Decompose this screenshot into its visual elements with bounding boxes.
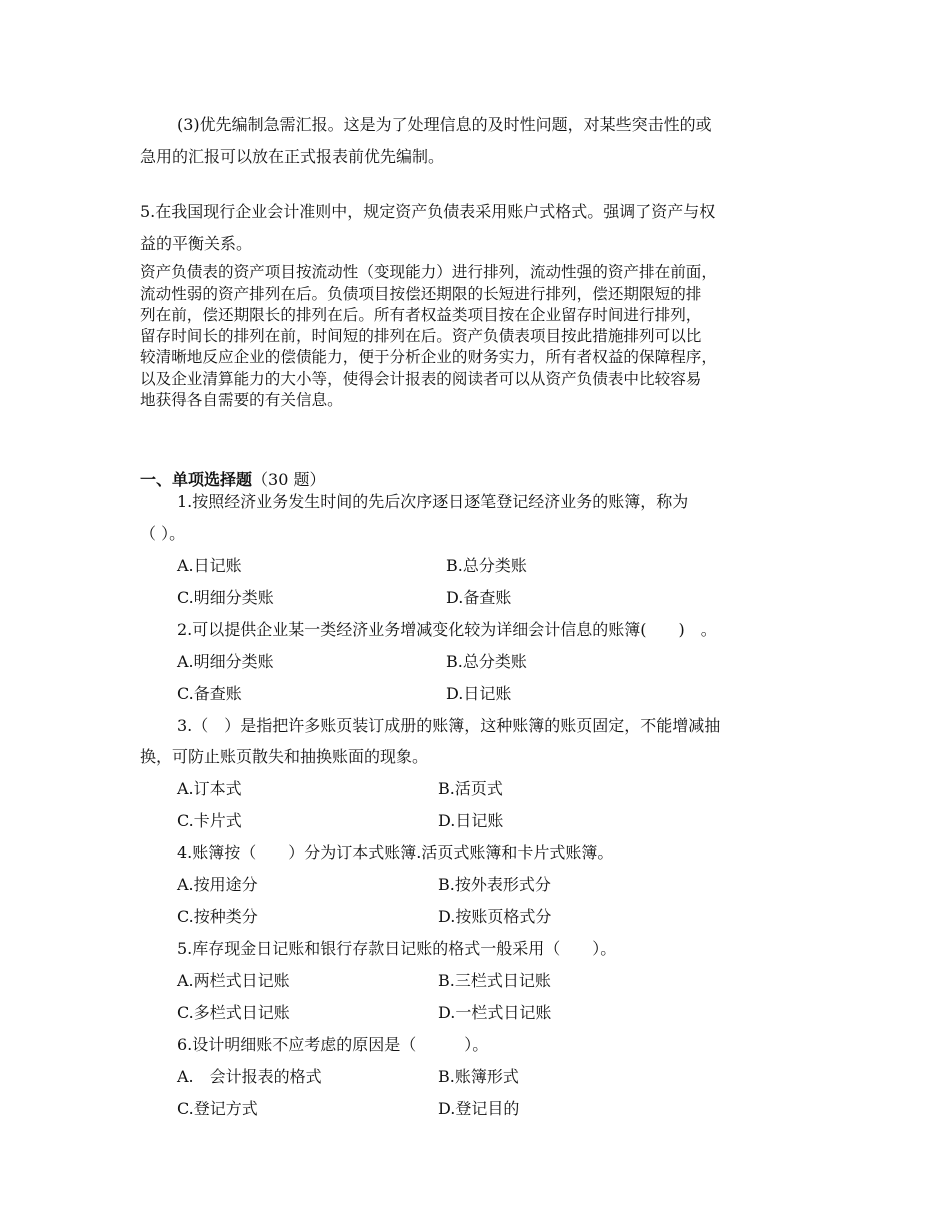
answer-5-line-1: 5.在我国现行企业会计准则中，规定资产负债表采用账户式格式。强调了资产与权 [140, 202, 716, 221]
explanation-line: 留存时间长的排列在前，时间短的排列在后。资产负债表项目按此措施排列可以比 [140, 327, 702, 345]
question-1-text-cont: （ ）。 [140, 524, 186, 543]
question-5-option-b: B.三栏式日记账 [438, 971, 551, 990]
question-5-text: 5.库存现金日记账和银行存款日记账的格式一般采用（ ）。 [177, 939, 617, 958]
question-1-option-d: D.备查账 [446, 588, 512, 607]
paragraph-3-line-2: 急用的汇报可以放在正式报表前优先编制。 [140, 147, 445, 166]
explanation-line: 较清晰地反应企业的偿债能力，便于分析企业的财务实力，所有者权益的保障程序， [140, 348, 717, 366]
explanation-line: 以及企业清算能力的大小等，使得会计报表的阅读者可以从资产负债表中比较容易 [140, 370, 702, 388]
question-2-option-d: D.日记账 [446, 684, 512, 703]
question-5-option-c: C.多栏式日记账 [177, 1003, 290, 1022]
question-4-option-d: D.按账页格式分 [438, 907, 552, 926]
question-2-option-c: C.备查账 [177, 684, 242, 703]
question-6-text: 6.设计明细账不应考虑的原因是（ ）。 [177, 1035, 489, 1054]
question-1-text: 1.按照经济业务发生时间的先后次序逐日逐笔登记经济业务的账簿，称为 [177, 492, 689, 511]
question-3-option-c: C.卡片式 [177, 811, 242, 830]
question-4-option-a: A.按用途分 [177, 875, 258, 894]
question-2-text: 2.可以提供企业某一类经济业务增减变化较为详细会计信息的账簿( ) 。 [177, 620, 717, 639]
question-6-option-c: C.登记方式 [177, 1099, 258, 1118]
question-2-option-b: B.总分类账 [446, 652, 527, 671]
explanation-line: 资产负债表的资产项目按流动性（变现能力）进行排列，流动性强的资产排在前面， [140, 263, 717, 281]
question-3-option-b: B.活页式 [438, 779, 503, 798]
question-1-option-c: C.明细分类账 [177, 588, 274, 607]
question-6-option-a: A. 会计报表的格式 [177, 1067, 322, 1086]
answer-5-line-2: 益的平衡关系。 [140, 234, 253, 253]
question-3-option-a: A.订本式 [177, 779, 242, 798]
question-1-option-b: B.总分类账 [446, 556, 527, 575]
question-3-text-cont: 换，可防止账页散失和抽换账面的现象。 [140, 747, 429, 766]
question-4-text: 4.账簿按（ ）分为订本式账簿.活页式账簿和卡片式账簿。 [177, 843, 614, 862]
explanation-line: 列在前，偿还期限长的排列在后。所有者权益类项目按在企业留存时间进行排列， [140, 306, 702, 324]
explanation-line: 地获得各自需要的有关信息。 [140, 391, 343, 409]
question-5-option-a: A.两栏式日记账 [177, 971, 290, 990]
section-title: 一、单项选择题 [140, 470, 253, 489]
paragraph-3-line-1: (3)优先编制急需汇报。这是为了处理信息的及时性问题，对某些突击性的或 [177, 115, 712, 134]
section-count: （30 题） [252, 470, 326, 489]
question-5-option-d: D.一栏式日记账 [438, 1003, 552, 1022]
question-4-option-b: B.按外表形式分 [438, 875, 551, 894]
question-1-option-a: A.日记账 [177, 556, 242, 575]
question-4-option-c: C.按种类分 [177, 907, 258, 926]
question-3-text: 3.（ ）是指把许多账页装订成册的账簿，这种账簿的账页固定，不能增减抽 [177, 716, 721, 735]
question-6-option-d: D.登记目的 [438, 1099, 520, 1118]
question-6-option-b: B.账簿形式 [438, 1067, 519, 1086]
explanation-line: 流动性弱的资产排列在后。负债项目按偿还期限的长短进行排列，偿还期限短的排 [140, 285, 702, 303]
section-heading [140, 469, 325, 491]
question-3-option-d: D.日记账 [438, 811, 504, 830]
question-2-option-a: A.明细分类账 [177, 652, 274, 671]
